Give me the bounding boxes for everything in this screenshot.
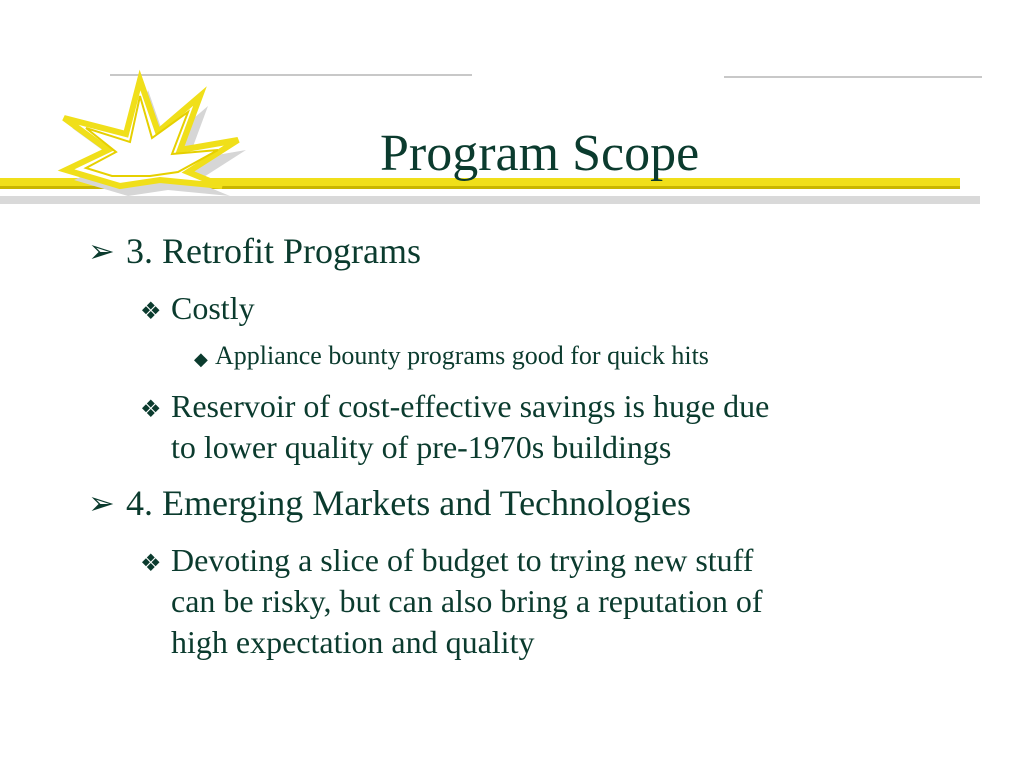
arrow-bullet-icon: ➢ [88,485,115,521]
bullet-text-line: high expectation and quality [171,624,535,660]
title-underline-shadow [0,196,980,204]
bullet-text: 4. Emerging Markets and Technologies [126,483,692,523]
diamond-cluster-bullet-icon: ❖ [140,299,162,325]
diamond-cluster-bullet-icon: ❖ [140,551,162,577]
bullet-retrofit-programs [88,230,421,272]
bullet-text-line: can be risky, but can also bring a reputation of [171,583,763,619]
bullet-costly [140,288,255,329]
bullet-emerging-markets [88,482,691,524]
bullet-text [140,540,763,663]
bullet-text [140,386,769,468]
diamond-cluster-bullet-icon: ❖ [140,397,162,423]
bullet-reservoir-savings [140,386,769,468]
diamond-bullet-icon: ◆ [194,349,208,369]
bullet-text-line: Devoting a slice of budget to trying new stuff [171,542,754,578]
bullet-text-line: Reservoir of cost-effective savings is huge due [171,388,770,424]
bullet-appliance-bounty [194,340,709,372]
bullet-text-line: to lower quality of pre-1970s buildings [171,429,672,465]
bullet-text: Costly [171,290,255,326]
header-decoration [0,0,1024,220]
arrow-bullet-icon: ➢ [88,233,115,269]
bullet-text: 3. Retrofit Programs [126,231,421,271]
bullet-text: Appliance bounty programs good for quick hits [215,341,709,370]
slide-title: Program Scope [380,125,700,182]
bullet-devoting-budget [140,540,763,663]
